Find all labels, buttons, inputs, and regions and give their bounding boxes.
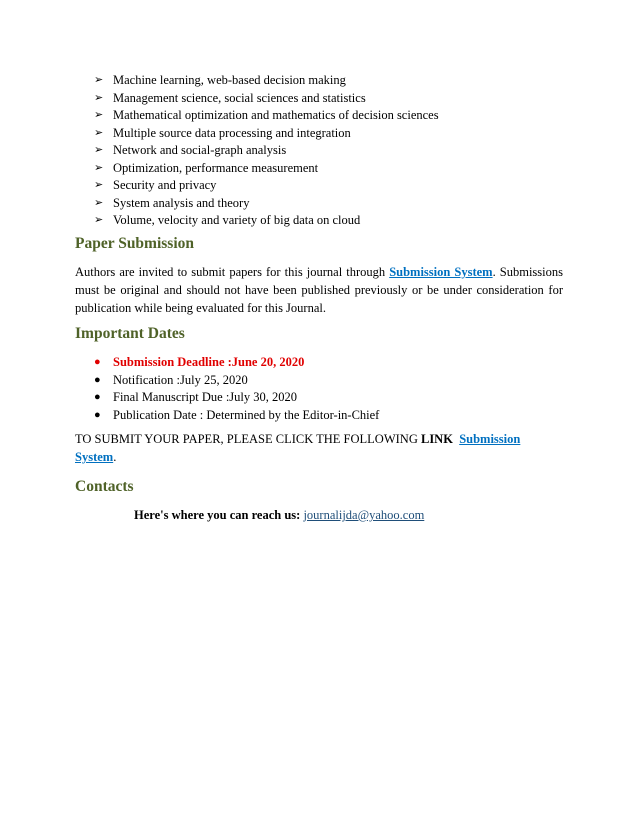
arrow-bullet-icon: ➢ [94, 126, 104, 139]
paper-submission-paragraph: Authors are invited to submit papers for this journal through Submission System. Submissions must be original and should not have been published previously or be under consideration for publication while being evaluated for this Journal. [75, 265, 563, 315]
list-item: ➢ Machine learning, web-based decision making [94, 72, 439, 90]
bullet-icon: ● [94, 373, 101, 386]
contact-line: Here's where you can reach us: journalijda@yahoo.com [134, 508, 425, 522]
arrow-bullet-icon: ➢ [94, 109, 104, 121]
list-item: ➢ Network and social-graph analysis [94, 142, 439, 160]
list-item: ● Notification :July 25, 2020 [94, 372, 379, 390]
important-dates-list [94, 354, 379, 424]
contacts-heading: Contacts [75, 478, 134, 495]
email-link[interactable]: journalijda@yahoo.com [303, 508, 425, 522]
arrow-bullet-icon: ➢ [94, 74, 104, 86]
topics-list [94, 72, 439, 230]
paper-submission-heading: Paper Submission [75, 235, 195, 252]
list-item: ➢ Mathematical optimization and mathematics of decision sciences [94, 107, 439, 125]
submission-system-link-2[interactable]: Submission System [75, 432, 521, 464]
arrow-bullet-icon: ➢ [94, 179, 104, 191]
list-item: ● Submission Deadline :June 20, 2020 [94, 354, 379, 372]
list-item: ➢ Optimization, performance measurement [94, 160, 439, 178]
list-item: ➢ Management science, social sciences and statistics [94, 90, 439, 108]
list-item: ● Final Manuscript Due :July 30, 2020 [94, 389, 379, 407]
list-item: ➢ Multiple source data processing and integration [94, 125, 439, 143]
bullet-icon: ● [94, 391, 101, 403]
bullet-icon: ● [94, 356, 101, 368]
submit-instruction: TO SUBMIT YOUR PAPER, PLEASE CLICK THE FOLLOWING LINK Submission System. [75, 432, 521, 464]
list-item: ➢ System analysis and theory [94, 195, 439, 213]
arrow-bullet-icon: ➢ [94, 161, 104, 174]
bullet-icon: ● [94, 408, 101, 421]
arrow-bullet-icon: ➢ [94, 91, 104, 104]
arrow-bullet-icon: ➢ [94, 144, 104, 156]
list-item: ➢ Security and privacy [94, 177, 439, 195]
list-item: ➢ Volume, velocity and variety of big data on cloud [94, 212, 439, 230]
important-dates-heading: Important Dates [75, 325, 185, 342]
arrow-bullet-icon: ➢ [94, 196, 104, 209]
list-item: ● Publication Date : Determined by the Editor-in-Chief [94, 407, 379, 425]
submission-system-link[interactable]: Submission System [389, 265, 493, 279]
arrow-bullet-icon: ➢ [94, 214, 104, 226]
